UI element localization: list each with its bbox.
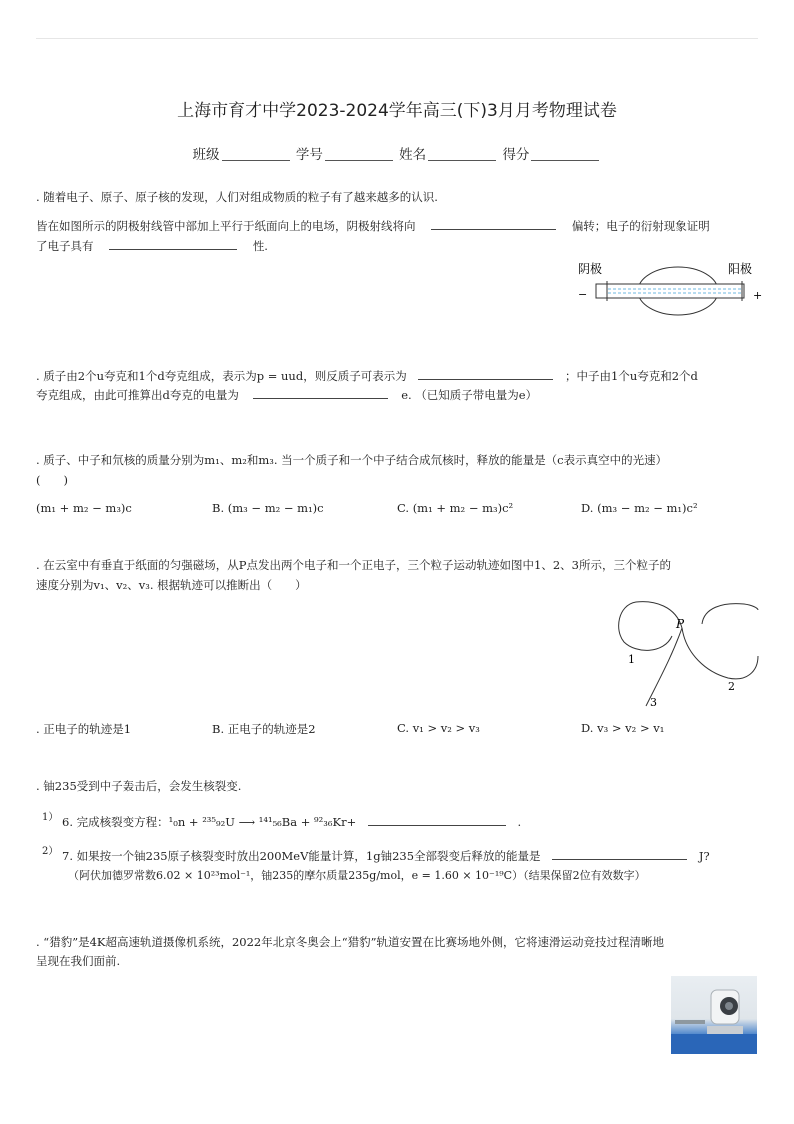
q5-blank-2[interactable]: [552, 848, 687, 860]
q5-sub2: [62, 848, 710, 864]
q5-sub2-unit: J?: [698, 849, 710, 863]
q4-line1: . 在云室中有垂直于纸面的匀强磁场，从P点发出两个电子和一个正电子，三个粒子运动轨迹如图中1、2、3所示，三个粒子的: [36, 558, 671, 572]
cathode-label: 阴极: [578, 262, 603, 276]
q3-option-b[interactable]: B. (m₃ − m₂ − m₁)c: [212, 501, 324, 515]
q1-line3: [36, 238, 268, 254]
score-label: 得分: [502, 147, 530, 163]
name-field[interactable]: [428, 149, 496, 161]
q1-line3-text-a: 了电子具有: [36, 239, 94, 253]
q4-option-c[interactable]: C. v₁ > v₂ > v₃: [397, 721, 480, 735]
student-id-field[interactable]: [325, 149, 393, 161]
q1-line1: . 随着电子、原子、原子核的发现，人们对组成物质的粒子有了越来越多的认识.: [36, 190, 438, 204]
q3-option-c[interactable]: C. (m₁ + m₂ − m₃)c²: [397, 501, 514, 515]
q1-line3-text-b: 性.: [252, 239, 268, 253]
page-title: 上海市育才中学2023-2024学年高三(下)3月月考物理试卷: [177, 101, 617, 121]
q6-line1: . “猎豹”是4K超高速轨道摄像机系统，2022年北京冬奥会上“猎豹”轨道安置在比赛场地外侧，它将速滑运动竞技过程清晰地: [36, 935, 664, 949]
particle-tracks-diagram: [606, 596, 760, 710]
q3-option-d[interactable]: D. (m₃ − m₂ − m₁)c²: [581, 501, 698, 515]
track-3-label: 3: [650, 696, 657, 709]
q1-line2-text-a: 皆在如图所示的阴极射线管中部加上平行于纸面向上的电场，阴极射线将向: [36, 219, 416, 233]
q4-option-d[interactable]: D. v₃ > v₂ > v₁: [581, 721, 665, 735]
q6-line2: 呈现在我们面前.: [36, 954, 121, 968]
q5-blank-1[interactable]: [368, 814, 506, 826]
q2-line2: [36, 387, 537, 403]
score-field[interactable]: [531, 149, 599, 161]
q5-line1: . 铀235受到中子轰击后，会发生核裂变.: [36, 779, 242, 793]
q4-line2: 速度分别为v₁、v₂、v₃. 根据轨迹可以推断出（ ）: [36, 578, 307, 592]
student-info-row: [0, 143, 794, 163]
q1-line2: [36, 218, 710, 234]
q5-sub1-number: 1）: [42, 812, 59, 823]
track-1-label: 1: [628, 653, 635, 666]
q5-sub2-note: （阿伏加德罗常数6.02 × 10²³mol⁻¹，铀235的摩尔质量235g/mol，e = 1.60 × 10⁻¹⁹C）（结果保留2位有效数字）: [68, 869, 646, 882]
plus-terminal: +: [753, 289, 762, 302]
q3-option-a[interactable]: (m₁ + m₂ − m₃)c: [36, 501, 132, 515]
class-label: 班级: [192, 147, 220, 163]
q4-option-a[interactable]: . 正电子的轨迹是1: [36, 722, 132, 736]
name-label: 姓名: [399, 147, 427, 163]
q5-sub2-number: 2）: [42, 846, 59, 857]
q2-line1: [36, 368, 698, 384]
q4-option-b[interactable]: B. 正电子的轨迹是2: [212, 722, 316, 736]
q1-line2-text-b: 偏转；电子的衍射现象证明: [571, 219, 710, 233]
q2-line1-text-a: . 质子由2个u夸克和1个d夸克组成，表示为p = uud，则反质子可表示为: [36, 369, 407, 383]
q1-blank-1[interactable]: [431, 218, 556, 230]
anode-label: 阳极: [728, 262, 753, 276]
q3-line1: . 质子、中子和氘核的质量分别为m₁、m₂和m₃. 当一个质子和一个中子结合成氘核时，释放的能量是（c表示真空中的光速）: [36, 453, 668, 467]
cheetah-camera-photo: [671, 976, 757, 1054]
point-p-label: P: [676, 617, 685, 631]
q5-sub1: [62, 814, 521, 830]
q2-line2-text-b: e. （已知质子带电量为e）: [401, 388, 538, 402]
q1-blank-2[interactable]: [109, 238, 237, 250]
q5-sub2-text: 7. 如果按一个铀235原子核裂变时放出200MeV能量计算，1g铀235全部裂变后释放的能量是: [62, 849, 541, 863]
q2-blank-1[interactable]: [418, 368, 553, 380]
minus-terminal: −: [578, 288, 588, 301]
q5-sub1-text: 6. 完成核裂变方程：¹₀n + ²³⁵₉₂U ⟶ ¹⁴¹₅₆Ba + ⁹²₃₆Kr+: [62, 815, 357, 829]
q2-line1-text-b: ；中子由1个u夸克和2个d: [565, 369, 698, 383]
camera-icon: [671, 976, 757, 1054]
class-field[interactable]: [222, 149, 290, 161]
q3-line2: ( ): [36, 473, 68, 487]
top-rule: [36, 38, 758, 39]
q2-line2-text-a: 夸克组成，由此可推算出d夸克的电量为: [36, 388, 239, 402]
cathode-ray-tube-diagram: [572, 258, 762, 320]
q5-sub1-end: .: [517, 815, 522, 829]
track-2-label: 2: [728, 680, 735, 693]
student-id-label: 学号: [295, 147, 323, 163]
q2-blank-2[interactable]: [253, 387, 388, 399]
